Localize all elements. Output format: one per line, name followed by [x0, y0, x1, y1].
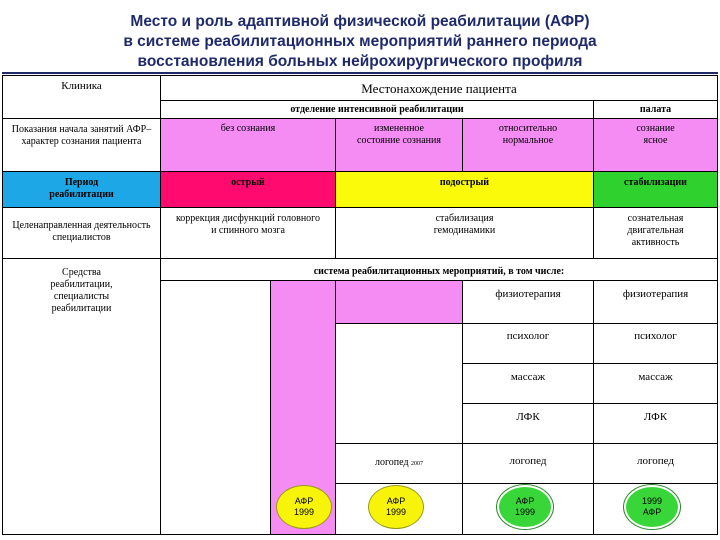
unconscious-text: без сознания	[220, 123, 276, 134]
means-system-label: система реабилитационных мероприятий, в том числе:	[313, 266, 565, 277]
title-line-1: Место и роль адаптивной физической реабилитации (АФР)	[130, 13, 590, 30]
motor-text: сознательная двигательная активность	[627, 213, 684, 248]
logo-year-text: 2007	[411, 461, 424, 467]
means-col-3-top	[335, 280, 463, 324]
lfk-ward-text: ЛФК	[643, 411, 668, 423]
stabilization-text: стабилизации	[624, 177, 687, 188]
row-period-label	[2, 171, 161, 208]
cell-logo-altered	[335, 443, 463, 484]
title-line-2: в системе реабилитационных мероприятий раннего периода	[123, 33, 597, 50]
title-line-3: восстановления больных нейрохирургического профиля	[137, 53, 583, 70]
afr-oval-ward-year: 1999	[641, 496, 663, 506]
cell-acute	[160, 171, 336, 208]
acute-text: острый	[231, 177, 265, 188]
cell-massage-ward	[593, 363, 718, 404]
cell-subacute	[335, 171, 594, 208]
afr-oval-normal	[497, 485, 553, 529]
cell-logo-ward	[593, 443, 718, 484]
cell-lfk-ward	[593, 403, 718, 444]
afr-oval-acute-label: АФР	[294, 496, 314, 506]
afr-oval-ward	[624, 485, 680, 529]
afr-oval-acute	[276, 485, 332, 529]
psych-icu-text: психолог	[506, 330, 550, 342]
cell-massage-icu	[462, 363, 594, 404]
row-activity-label	[2, 207, 161, 259]
altered-text: измененное состояние сознания	[357, 123, 441, 146]
page-title	[0, 12, 720, 72]
physio-ward-text: физиотерапия	[622, 288, 689, 300]
afr-oval-altered-label: АФР	[386, 496, 406, 506]
title-underline	[2, 72, 718, 74]
activity-label-text: Целенаправленная деятельность специалистов	[12, 220, 151, 243]
afr-oval-normal-year: 1999	[514, 507, 536, 517]
cell-psych-icu	[462, 323, 594, 364]
cell-stabilization	[593, 171, 718, 208]
normal-text: относительно нормальное	[498, 123, 558, 146]
header-ward	[593, 100, 718, 119]
logo-icu-text: логопед	[509, 455, 547, 467]
means-label-text: Средства реабилитации, специалисты реабилитации	[50, 267, 113, 314]
rehab-table	[2, 75, 718, 535]
massage-icu-text: массаж	[510, 371, 546, 383]
cell-unconscious	[160, 118, 336, 172]
correction-text: коррекция дисфункций головного и спинного мозга	[175, 213, 321, 236]
afr-oval-altered-year: 1999	[385, 507, 407, 517]
afr-oval-altered	[368, 485, 424, 529]
row-means-label	[2, 258, 161, 535]
header-location-label: Местонахождение пациента	[361, 81, 517, 96]
header-location	[160, 75, 718, 101]
header-clinic	[2, 75, 161, 119]
cell-correction	[160, 207, 336, 259]
hemodynamics-text: стабилизация гемодинамики	[433, 213, 496, 236]
lfk-icu-text: ЛФК	[516, 411, 540, 423]
massage-ward-text: массаж	[638, 371, 673, 383]
means-col-1	[160, 280, 271, 535]
afr-oval-acute-year: 1999	[293, 507, 315, 517]
cell-logo-icu	[462, 443, 594, 484]
psych-ward-text: психолог	[634, 330, 677, 342]
logo-altered-text: логопед	[374, 457, 409, 468]
logo-altered-wrap	[336, 444, 462, 470]
cell-physio-ward	[593, 280, 718, 324]
period-label-text: Период реабилитации	[49, 177, 114, 200]
row-consciousness-label	[2, 118, 161, 172]
physio-icu-text: физиотерапия	[495, 288, 561, 300]
consciousness-label-text: Показания начала занятий АФР– характер сознания пациента	[11, 124, 152, 147]
clear-text: сознание ясное	[636, 123, 675, 146]
subacute-text: подострый	[439, 177, 490, 188]
cell-normal	[462, 118, 594, 172]
header-ward-label: палата	[639, 104, 672, 115]
header-clinic-label: Клиника	[61, 80, 102, 92]
header-icu-label: отделение интенсивной реабилитации	[290, 104, 464, 115]
cell-psych-ward	[593, 323, 718, 364]
cell-lfk-icu	[462, 403, 594, 444]
cell-hemodynamics	[335, 207, 594, 259]
cell-physio-icu	[462, 280, 594, 324]
afr-oval-normal-label: АФР	[515, 496, 535, 506]
header-icu	[160, 100, 594, 119]
logo-ward-text: логопед	[637, 455, 674, 467]
cell-clear	[593, 118, 718, 172]
afr-oval-ward-label: АФР	[642, 507, 662, 517]
cell-altered	[335, 118, 463, 172]
cell-motor	[593, 207, 718, 259]
